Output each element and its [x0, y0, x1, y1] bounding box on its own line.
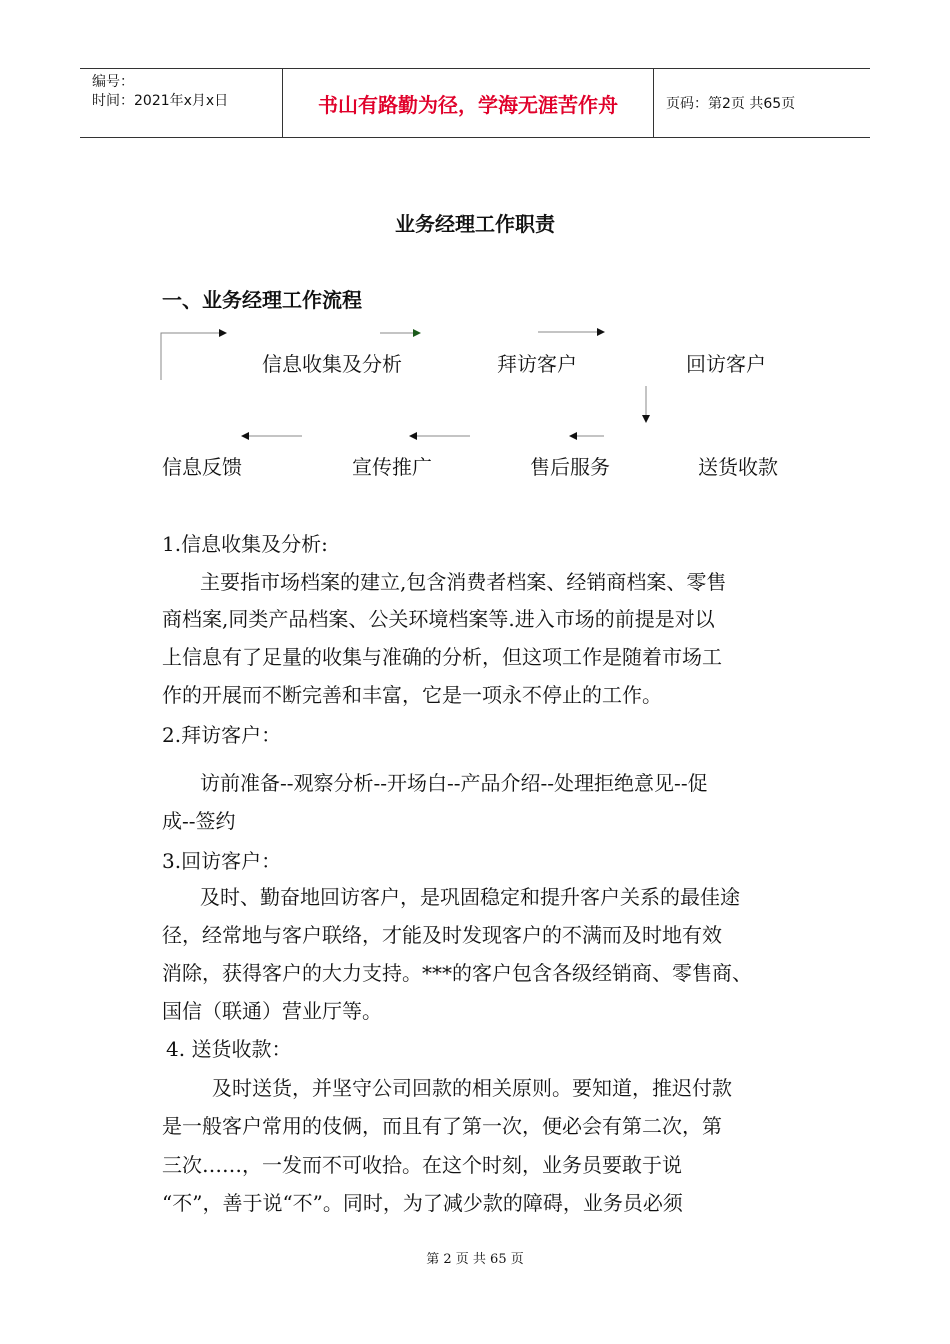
- paragraph-line: 主要指市场档案的建立,包含消费者档案、经销商档案、零售: [200, 570, 727, 594]
- paragraph-line: 成--签约: [162, 809, 236, 833]
- page-footer: 第 2 页 共 65 页: [426, 1252, 524, 1267]
- paragraph-line: 消除，获得客户的大力支持。***的客户包含各级经销商、零售商、: [162, 961, 752, 985]
- paragraph-line: 及时、勤奋地回访客户，是巩固稳定和提升客户关系的最佳途: [200, 885, 740, 909]
- subheading: 3.回访客户：: [162, 849, 282, 873]
- flow-step-feedback: 信息反馈: [162, 455, 242, 479]
- flow-step-promotion: 宣传推广: [352, 455, 432, 479]
- header-page-info: 页码：第2页 共65页: [666, 96, 796, 112]
- paragraph-line: “不”，善于说“不”。同时，为了减少款的障碍，业务员必须: [162, 1191, 683, 1215]
- paragraph-line: 访前准备--观察分析--开场白--产品介绍--处理拒绝意见--促: [200, 771, 708, 795]
- flow-step-visit: 拜访客户: [497, 352, 577, 376]
- paragraph-line: 商档案,同类产品档案、公关环境档案等.进入市场的前提是对以: [162, 607, 715, 631]
- flow-step-revisit: 回访客户: [686, 352, 766, 376]
- time-label: 时间：2021年x月x日: [92, 93, 229, 109]
- paragraph-line: 作的开展而不断完善和丰富，它是一项永不停止的工作。: [162, 683, 662, 707]
- flow-step-delivery: 送货收款: [698, 455, 778, 479]
- paragraph-line: 国信（联通）营业厅等。: [162, 999, 382, 1023]
- start-arrow: [161, 333, 226, 380]
- flow-step-info-collection: 信息收集及分析: [262, 352, 402, 376]
- page-title: 业务经理工作职责: [395, 212, 555, 236]
- flow-step-after-sales: 售后服务: [530, 455, 610, 479]
- section-heading: 一、业务经理工作流程: [162, 288, 362, 312]
- paragraph-line: 三次……，一发而不可收拾。在这个时刻，业务员要敢于说: [162, 1153, 682, 1177]
- subheading: 4. 送货收款：: [166, 1037, 292, 1061]
- flow-arrows: [0, 0, 950, 500]
- header-motto: 书山有路勤为径，学海无涯苦作舟: [318, 92, 618, 117]
- subheading: 1.信息收集及分析:: [162, 532, 328, 556]
- paragraph-line: 上信息有了足量的收集与准确的分析，但这项工作是随着市场工: [162, 645, 722, 669]
- subheading: 2.拜访客户：: [162, 723, 282, 747]
- paragraph-line: 是一般客户常用的伎俩，而且有了第一次，便必会有第二次，第: [162, 1114, 722, 1138]
- number-label: 编号：: [92, 74, 134, 90]
- paragraph-line: 径，经常地与客户联络，才能及时发现客户的不满而及时地有效: [162, 923, 722, 947]
- paragraph-line: 及时送货，并坚守公司回款的相关原则。要知道，推迟付款: [212, 1076, 732, 1100]
